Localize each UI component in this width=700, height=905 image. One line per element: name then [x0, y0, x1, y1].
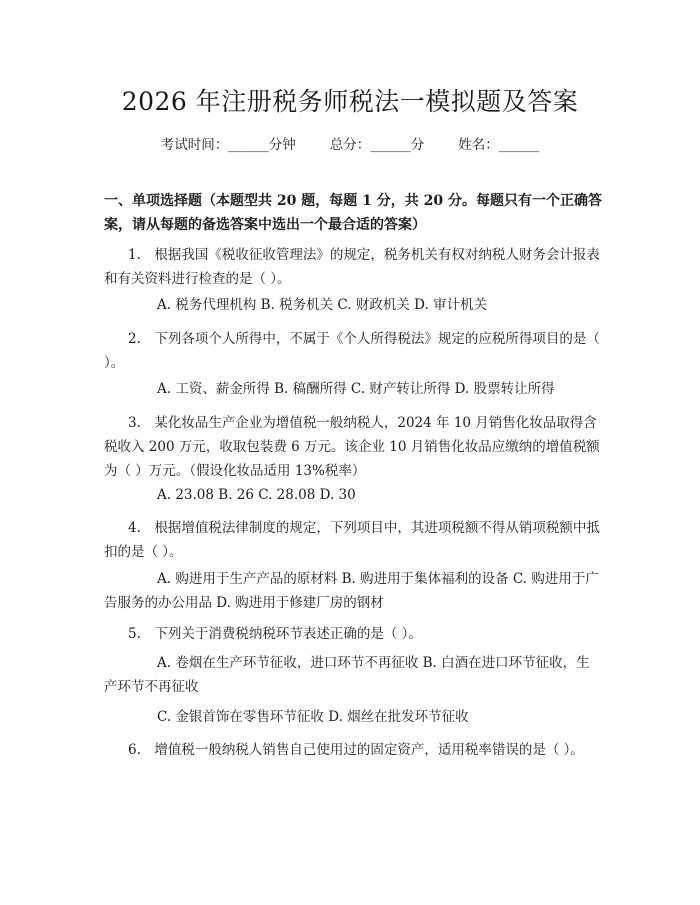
student-name: 姓名：______ — [458, 137, 540, 153]
exam-meta — [0, 133, 700, 153]
question-options: A. 卷烟在生产环节征收，进口环节不再征收 B. 白酒在进口环节征收，生产环节不再征收 — [104, 655, 590, 695]
question-stem: 2. 下列各项个人所得中，不属于《个人所得税法》规定的应税所得项目的是（ ）。 — [104, 331, 600, 371]
exam-time: 考试时间：______分钟 — [160, 137, 296, 153]
question-options: A. 购进用于生产产品的原材料 B. 购进用于集体福利的设备 C. 购进用于广告服务的办公用品 D. 购进用于修建厂房的钢材 — [104, 571, 599, 611]
question-stem: 1. 根据我国《税收征收管理法》的规定，税务机关有权对纳税人财务会计报表和有关资料进行检查的是（ ）。 — [104, 247, 600, 287]
question-stem: 3. 某化妆品生产企业为增值税一般纳税人，2024 年 10 月销售化妆品取得含税收入 200 万元，收取包装费 6 万元。该企业 10 月销售化妆品应缴纳的增值税额为（ ）万元。（假设化妆品适用 13%税率） — [104, 415, 600, 479]
question-options: C. 金银首饰在零售环节征收 D. 烟丝在批发环节征收 — [157, 709, 469, 725]
question-stem: 6. 增值税一般纳税人销售自己使用过的固定资产，适用税率错误的是（ ）。 — [128, 742, 584, 758]
question-options: A. 税务代理机构 B. 税务机关 C. 财政机关 D. 审计机关 — [157, 297, 488, 313]
question-options: A. 23.08 B. 26 C. 28.08 D. 30 — [157, 487, 356, 503]
document-title: 2026 年注册税务师税法一模拟题及答案 — [121, 87, 579, 116]
total-score: 总分：______分 — [329, 137, 425, 153]
question-stem: 5. 下列关于消费税纳税环节表述正确的是（ ）。 — [128, 626, 422, 642]
question-options: A. 工资、薪金所得 B. 稿酬所得 C. 财产转让所得 D. 股票转让所得 — [157, 381, 555, 397]
question-stem: 4. 根据增值税法律制度的规定，下列项目中，其进项税额不得从销项税额中抵扣的是（ ）。 — [104, 520, 600, 560]
section-heading: 一、单项选择题（本题型共 20 题，每题 1 分，共 20 分。每题只有一个正确答案，请从每题的备选答案中选出一个最合适的答案） — [104, 193, 602, 233]
